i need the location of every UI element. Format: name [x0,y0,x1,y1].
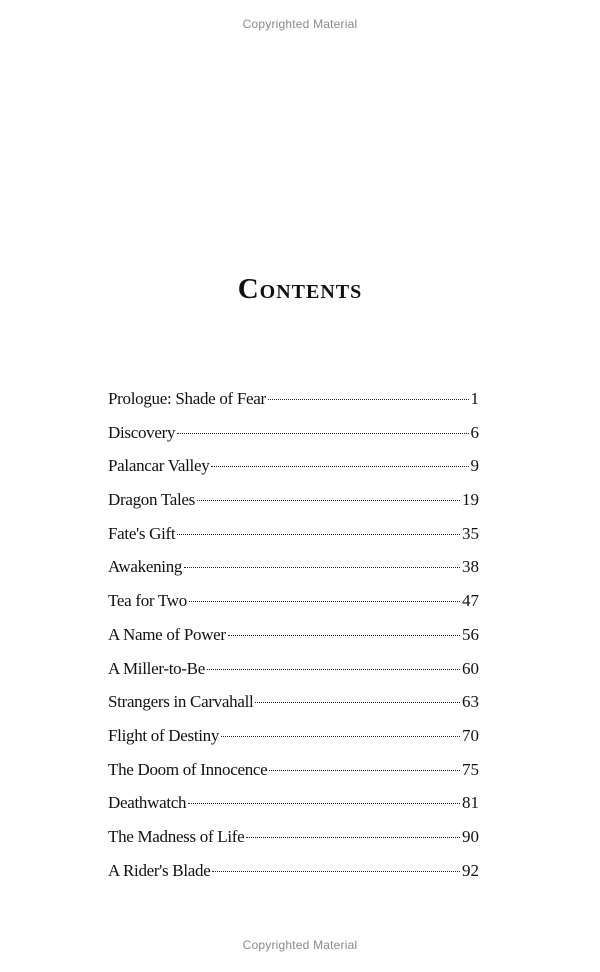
toc-entry-page: 47 [462,591,479,611]
toc-entry-title: Deathwatch [108,793,187,813]
dot-leader [246,837,460,838]
toc-entry-page: 35 [462,523,479,543]
watermark-bottom: Copyrighted Material [242,938,358,952]
toc-entry [108,786,479,820]
toc-entry-title: The Doom of Innocence [108,759,268,779]
dot-leader [221,736,460,737]
dot-leader [197,500,460,501]
toc-entry [108,753,479,787]
toc-entry-page: 6 [470,422,479,442]
toc-entry-title: Dragon Tales [108,490,195,510]
toc-entry-title: Awakening [108,557,183,577]
toc-entry-title: The Madness of Life [108,826,245,846]
toc-entry-page: 1 [470,389,479,408]
toc-entry-title: Discovery [108,422,176,442]
toc-entry-title: Palancar Valley [108,456,210,476]
toc-entry [108,584,479,618]
toc-entry [108,685,479,719]
toc-entry-page: 75 [462,759,479,779]
dot-leader [268,399,469,400]
toc-entry-page: 9 [470,456,479,476]
toc-entry [108,382,479,416]
toc-entry-page: 70 [462,725,479,745]
toc-entry-title: Strangers in Carvahall [108,692,254,712]
toc-entry-page: 81 [462,793,479,813]
dot-leader [228,635,460,636]
dot-leader [255,702,460,703]
toc-entry [108,618,479,652]
toc-entry-page: 90 [462,826,479,846]
toc-entry-title: A Miller-to-Be [108,658,205,678]
toc-entry [108,652,479,686]
watermark-top: Copyrighted Material [242,17,358,31]
dot-leader [212,871,460,872]
toc-entry [108,416,479,450]
toc-entry [108,719,479,753]
toc-entry [108,449,479,483]
toc-entry [108,517,479,551]
toc-entry [108,820,479,854]
toc-entry [108,483,479,517]
dot-leader [177,433,468,434]
toc-entry-title: Prologue: Shade of Fear [108,389,266,408]
dot-leader [211,466,468,467]
toc-entry [108,550,479,584]
table-of-contents [108,382,479,887]
dot-leader [269,770,460,771]
toc-entry-page: 56 [462,624,479,644]
page-title: Contents [237,273,363,306]
toc-entry-title: A Name of Power [108,624,226,644]
toc-entry-page: 60 [462,658,479,678]
dot-leader [207,669,460,670]
toc-entry-page: 38 [462,557,479,577]
dot-leader [189,601,460,602]
toc-entry-page: 63 [462,692,479,712]
toc-entry-title: Fate's Gift [108,523,176,543]
toc-entry-title: Tea for Two [108,591,187,611]
toc-entry-title: A Rider's Blade [108,860,211,880]
dot-leader [188,803,460,804]
toc-entry-page: 19 [462,490,479,510]
toc-entry-title: Flight of Destiny [108,725,220,745]
toc-entry [108,854,479,888]
dot-leader [184,567,460,568]
dot-leader [177,534,460,535]
toc-entry-page: 92 [462,860,479,880]
